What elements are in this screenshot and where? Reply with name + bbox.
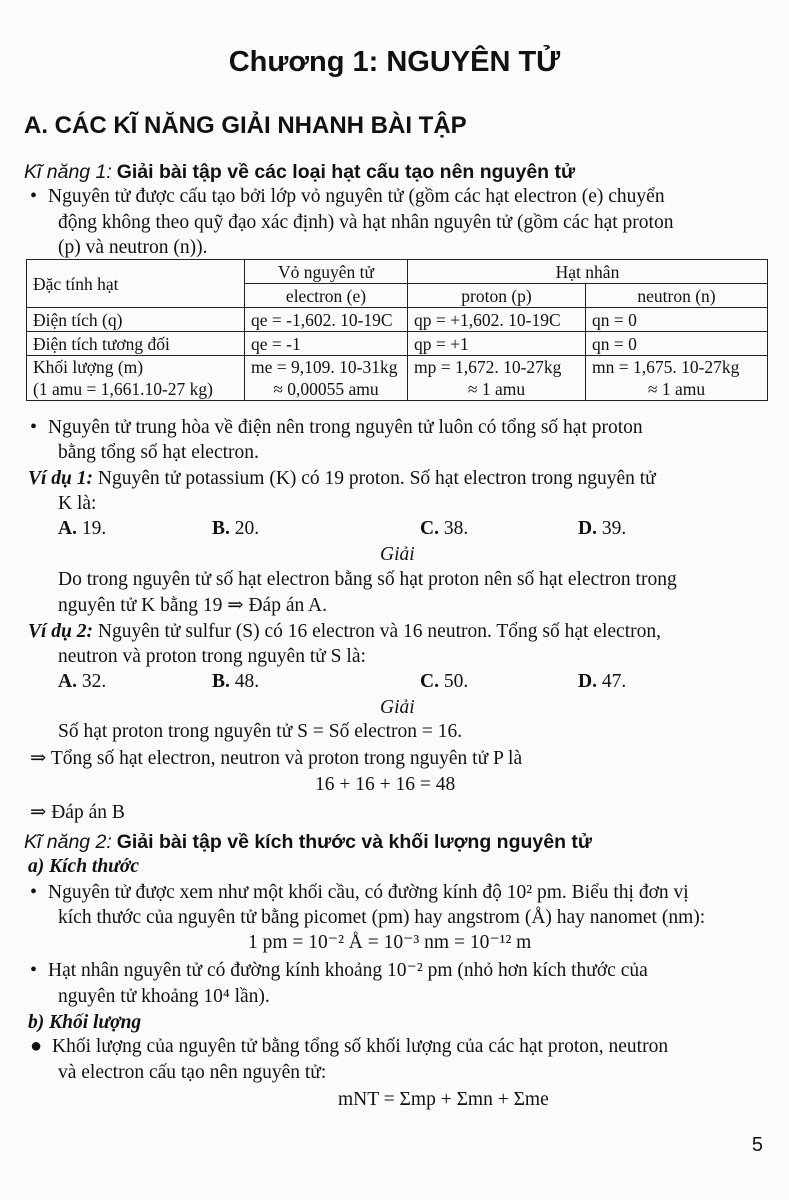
cell-line: me = 9,109. 10-31kg (251, 357, 398, 377)
bullet-icon: • (30, 881, 38, 903)
size-line: nguyên tử khoảng 10⁴ lần). (58, 986, 270, 1007)
bullet-icon: • (30, 959, 38, 981)
option-b: B. 48. (212, 671, 260, 692)
unit-conversion: 1 pm = 10⁻² Å = 10⁻³ nm = 10⁻¹² m (248, 932, 532, 953)
size-line: Nguyên tử được xem như một khối cầu, có đường kính độ 10² pm. Biểu thị đơn vị (48, 882, 689, 903)
mass-line: Khối lượng của nguyên tử bằng tổng số khối lượng của các hạt proton, neutron (52, 1036, 669, 1057)
size-line: kích thước của nguyên tử bằng picomet (pm) hay angstrom (Å) hay nanomet (nm): (58, 907, 706, 928)
table-row (27, 260, 768, 284)
size-heading: a) Kích thước (28, 856, 139, 877)
neutral-line: bằng tổng số hạt electron. (58, 442, 259, 463)
mass-heading: b) Khối lượng (28, 1012, 142, 1033)
solution-line: nguyên tử K bằng 19 ⇒ Đáp án A. (58, 595, 327, 616)
solution-answer: ⇒ Đáp án B (30, 802, 125, 823)
header-cell: proton (p) (408, 284, 586, 308)
header-cell: electron (e) (245, 284, 408, 308)
header-cell: Hạt nhân (408, 260, 768, 284)
table-cell: Điện tích tương đối (27, 332, 245, 356)
skill-1-heading: Kĩ năng 1: Giải bài tập về các loại hạt cấu tạo nên nguyên tử (24, 161, 576, 183)
chapter-title: Chương 1: NGUYÊN TỬ (228, 46, 561, 78)
intro-line: động không theo quỹ đạo xác định) và hạt nhân nguyên tử (gồm các hạt proton (58, 212, 674, 233)
cell-line: (1 amu = 1,661.10-27 kg) (33, 379, 213, 399)
solution-title: Giải (380, 544, 415, 565)
option-c: C. 38. (420, 518, 469, 539)
option-b: B. 20. (212, 518, 260, 539)
example-1-question-cont: K là: (58, 493, 97, 514)
table-cell: qp = +1,602. 10-19C (408, 308, 586, 332)
table-cell (586, 356, 768, 401)
size-line: Hạt nhân nguyên tử có đường kính khoảng 10⁻² pm (nhỏ hơn kích thước của (48, 960, 648, 981)
section-heading-a: A. CÁC KĨ NĂNG GIẢI NHANH BÀI TẬP (24, 112, 467, 139)
solution-line: Do trong nguyên tử số hạt electron bằng số hạt proton nên số hạt electron trong (58, 569, 677, 590)
solution-line: ⇒ Tổng số hạt electron, neutron và proton trong nguyên tử P là (30, 748, 523, 769)
table-cell (27, 356, 245, 401)
solution-equation: 16 + 16 + 16 = 48 (315, 774, 456, 795)
table-cell: Điện tích (q) (27, 308, 245, 332)
table-cell (245, 356, 408, 401)
cell-line: Khối lượng (m) (33, 357, 144, 377)
option-a: A. 19. (58, 518, 107, 539)
cell-line: ≈ 1 amu (647, 379, 706, 399)
mass-line: và electron cấu tạo nên nguyên tử: (58, 1062, 327, 1083)
table-cell (408, 356, 586, 401)
solution-title: Giải (380, 697, 415, 718)
cell-line: ≈ 1 amu (467, 379, 526, 399)
mass-formula: mNT = Σmp + Σmn + Σme (338, 1089, 549, 1110)
cell-line: mp = 1,672. 10-27kg (414, 357, 562, 377)
particle-properties-table (26, 259, 768, 401)
example-1-question: Ví dụ 1: Nguyên tử potassium (K) có 19 proton. Số hạt electron trong nguyên tử (28, 468, 656, 489)
option-d: D. 39. (578, 518, 627, 539)
cell-line: ≈ 0,00055 amu (273, 379, 379, 399)
page-number: 5 (751, 1134, 763, 1156)
intro-line: (p) và neutron (n)). (58, 237, 208, 258)
option-c: C. 50. (420, 671, 469, 692)
skill-2-heading: Kĩ năng 2: Giải bài tập về kích thước và khối lượng nguyên tử (24, 831, 593, 853)
neutral-line: Nguyên tử trung hòa về điện nên trong nguyên tử luôn có tổng số hạt proton (48, 417, 643, 438)
table-cell: qn = 0 (586, 308, 768, 332)
table-row (27, 332, 768, 356)
option-d: D. 47. (578, 671, 627, 692)
bullet-icon: • (30, 416, 38, 438)
table-cell: qe = -1 (245, 332, 408, 356)
header-cell: Vỏ nguyên tử (245, 260, 408, 284)
bullet-icon: ● (30, 1035, 43, 1057)
example-2-question-cont: neutron và proton trong nguyên tử S là: (58, 646, 366, 667)
table-row (27, 356, 768, 401)
header-cell: Đặc tính hạt (27, 260, 245, 308)
cell-line: mn = 1,675. 10-27kg (592, 357, 740, 377)
table-row (27, 308, 768, 332)
bullet-icon: • (30, 185, 38, 207)
example-2-question: Ví dụ 2: Nguyên tử sulfur (S) có 16 electron và 16 neutron. Tổng số hạt electron, (28, 621, 662, 642)
header-cell: neutron (n) (586, 284, 768, 308)
table-cell: qe = -1,602. 10-19C (245, 308, 408, 332)
table-cell: qp = +1 (408, 332, 586, 356)
option-a: A. 32. (58, 671, 107, 692)
table-cell: qn = 0 (586, 332, 768, 356)
solution-line: Số hạt proton trong nguyên tử S = Số electron = 16. (58, 721, 463, 742)
intro-line: Nguyên tử được cấu tạo bởi lớp vỏ nguyên tử (gồm các hạt electron (e) chuyển (48, 186, 665, 207)
